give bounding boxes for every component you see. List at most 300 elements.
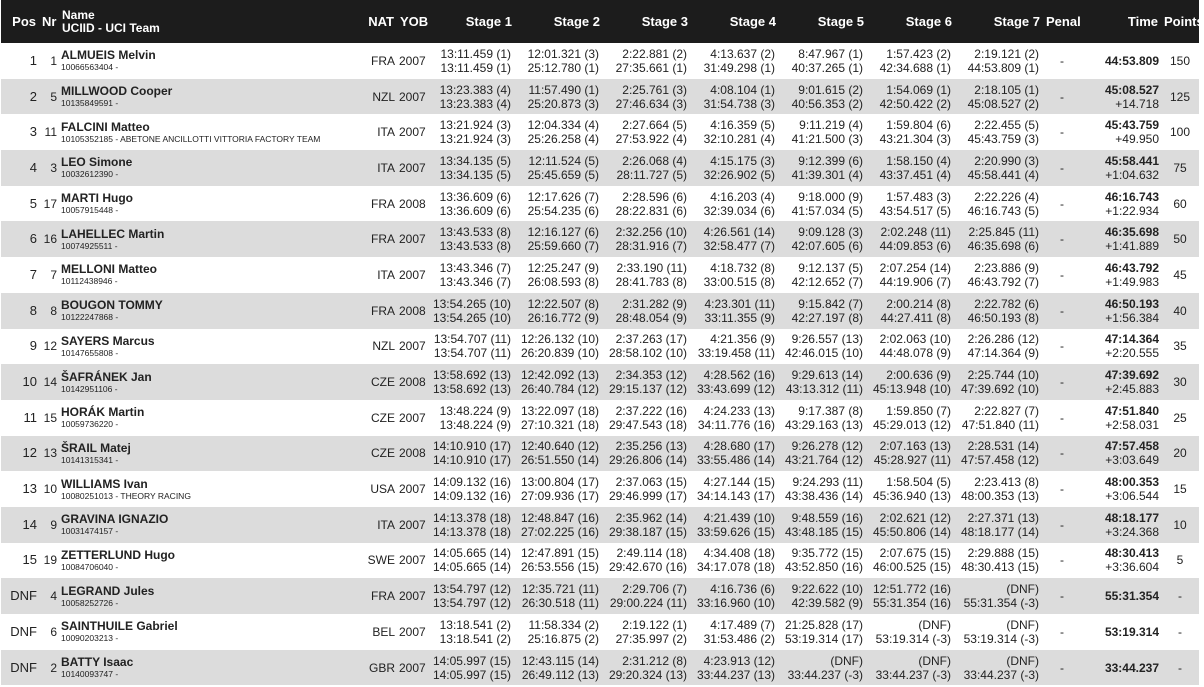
stage-time: 9:48.559 (16)	[791, 510, 863, 525]
stage-7-cell	[955, 293, 1043, 329]
header-yob: YOB	[400, 14, 429, 29]
stage-4-cell	[691, 543, 779, 579]
year-of-birth-cell: 2007	[399, 410, 426, 425]
time-cell	[1081, 329, 1161, 365]
stage-time: 13:21.924 (3)	[439, 118, 511, 133]
position-cell: 4	[29, 159, 37, 175]
table-row	[1, 79, 1199, 115]
stage-1-cell	[427, 436, 515, 472]
stage-time: 4:26.561 (14)	[703, 225, 775, 240]
stage-time: 9:17.387 (8)	[798, 403, 863, 418]
nationality-cell: CZE	[371, 375, 395, 390]
stage-time: 1:58.150 (4)	[886, 153, 951, 168]
bib-number-cell: 10	[43, 482, 57, 497]
stage-cumulative: 28:22.831 (6)	[615, 203, 687, 218]
bib-number-cell: 16	[43, 232, 57, 247]
year-of-birth-cell: 2008	[399, 446, 426, 461]
stage-5-cell	[779, 257, 867, 293]
points-cell: 150	[1169, 53, 1191, 68]
rider-name: LAHELLEC Martin	[61, 226, 165, 241]
stage-6-cell	[867, 364, 955, 400]
rider-name: ŠAFRÁNEK Jan	[61, 369, 152, 384]
total-time: 45:58.441	[1104, 153, 1159, 168]
time-gap: +49.950	[1115, 132, 1159, 147]
stage-cumulative: 34:17.078 (18)	[696, 560, 775, 575]
uci-team: 10084706040 -	[61, 561, 119, 572]
stage-cumulative: 53:19.314 (-3)	[963, 631, 1039, 646]
stage-cumulative: 13:43.346 (7)	[439, 274, 511, 289]
stage-time: 2:22.782 (6)	[974, 296, 1039, 311]
year-of-birth-cell: 2007	[399, 160, 426, 175]
stage-time: 11:57.490 (1)	[528, 82, 599, 97]
results-body	[1, 43, 1199, 685]
rider-cell	[59, 293, 365, 329]
stage-7-cell	[955, 436, 1043, 472]
rider-name: BOUGON TOMMY	[61, 298, 163, 313]
stage-3-cell	[603, 364, 691, 400]
header-stage1: Stage 1	[465, 14, 512, 29]
stage-2-cell	[515, 436, 603, 472]
year-of-birth-cell: 2007	[399, 53, 426, 68]
nationality-cell: USA	[370, 482, 395, 497]
stage-2-cell	[515, 471, 603, 507]
total-time: 53:19.314	[1104, 624, 1159, 639]
stage-time: 2:26.068 (4)	[622, 153, 687, 168]
stage-cumulative: 29:47.543 (18)	[608, 417, 687, 432]
uci-team: 10122247868 -	[61, 312, 119, 323]
position-cell: 10	[22, 374, 37, 390]
time-cell	[1081, 293, 1161, 329]
bib-number-cell: 13	[43, 446, 57, 461]
stage-cumulative: 45:28.927 (11)	[873, 453, 951, 468]
stage-5-cell	[779, 650, 867, 686]
rider-name: SAINTHUILE Gabriel	[61, 619, 178, 634]
stage-time: 12:40.640 (12)	[520, 439, 599, 454]
stage-cumulative: 13:43.533 (8)	[439, 239, 511, 254]
uci-team: 10090203213 -	[61, 633, 119, 644]
stage-cumulative: 13:54.265 (10)	[432, 310, 511, 325]
header-name-label: Name	[62, 7, 95, 22]
time-gap: +3:24.368	[1105, 524, 1159, 539]
stage-cumulative: 27:35.661 (1)	[615, 60, 687, 75]
stage-2-cell	[515, 257, 603, 293]
stage-cumulative: 32:58.477 (7)	[703, 239, 775, 254]
header-points: Points	[1164, 14, 1204, 29]
uci-team: 10032612390 -	[61, 169, 119, 180]
stage-time: 14:09.132 (16)	[432, 475, 511, 490]
stage-cumulative: 27:35.997 (2)	[615, 631, 687, 646]
stage-3-cell	[603, 114, 691, 150]
stage-3-cell	[603, 436, 691, 472]
stage-3-cell	[603, 614, 691, 650]
stage-time: 12:16.127 (6)	[527, 225, 599, 240]
stage-3-cell	[603, 578, 691, 614]
penalty-cell: -	[1060, 446, 1064, 461]
stage-5-cell	[779, 400, 867, 436]
stage-6-cell	[867, 186, 955, 222]
stage-7-cell	[955, 578, 1043, 614]
stage-4-cell	[691, 329, 779, 365]
stage-time: 9:12.399 (6)	[798, 153, 863, 168]
year-of-birth-cell: 2007	[399, 589, 426, 604]
time-cell	[1081, 436, 1161, 472]
total-time: 47:14.364	[1104, 332, 1159, 347]
stage-cumulative: 14:05.997 (15)	[432, 667, 511, 682]
total-time: 48:18.177	[1104, 510, 1159, 525]
stage-7-cell	[955, 186, 1043, 222]
stage-cumulative: 28:41.783 (8)	[615, 274, 687, 289]
table-row	[1, 400, 1199, 436]
stage-time: 1:57.483 (3)	[886, 189, 951, 204]
stage-cumulative: 42:50.422 (2)	[879, 96, 951, 111]
stage-time: 2:22.226 (4)	[974, 189, 1039, 204]
stage-cumulative: 45:50.806 (14)	[872, 524, 951, 539]
uci-team: 10105352185 - ABETONE ANCILLOTTI VITTORIA FACTORY TEAM	[61, 133, 321, 144]
penalty-cell: -	[1060, 624, 1064, 639]
stage-cumulative: 45:58.441 (4)	[967, 167, 1039, 182]
stage-1-cell	[427, 400, 515, 436]
stage-cumulative: 44:09.853 (6)	[879, 239, 951, 254]
stage-time: 1:59.850 (7)	[886, 403, 951, 418]
stage-4-cell	[691, 614, 779, 650]
year-of-birth-cell: 2007	[399, 517, 426, 532]
stage-1-cell	[427, 329, 515, 365]
stage-time: (DNF)	[1006, 653, 1039, 668]
stage-time: 2:23.886 (9)	[974, 260, 1039, 275]
stage-cumulative: 27:46.634 (3)	[615, 96, 687, 111]
bib-number-cell: 11	[44, 125, 57, 140]
time-gap: +2:20.555	[1105, 346, 1159, 361]
stage-time: 13:48.224 (9)	[439, 403, 511, 418]
stage-7-cell	[955, 471, 1043, 507]
penalty-cell: -	[1060, 125, 1064, 140]
bib-number-cell: 19	[43, 553, 57, 568]
stage-6-cell	[867, 578, 955, 614]
header-stage6: Stage 6	[905, 14, 952, 29]
time-cell	[1081, 364, 1161, 400]
year-of-birth-cell: 2007	[399, 89, 426, 104]
penalty-cell: -	[1060, 482, 1064, 497]
stage-time: 2:49.114 (18)	[616, 546, 687, 561]
stage-cumulative: 43:21.304 (3)	[879, 132, 951, 147]
stage-time: 2:18.105 (1)	[974, 82, 1039, 97]
time-gap: +1:41.889	[1105, 239, 1159, 254]
stage-cumulative: 13:11.459 (1)	[440, 60, 511, 75]
stage-4-cell	[691, 471, 779, 507]
stage-time: 12:01.321 (3)	[527, 46, 599, 61]
stage-7-cell	[955, 221, 1043, 257]
stage-time: 1:57.423 (2)	[886, 46, 951, 61]
stage-time: 9:26.278 (12)	[791, 439, 863, 454]
stage-6-cell	[867, 650, 955, 686]
stage-1-cell	[427, 614, 515, 650]
stage-1-cell	[427, 364, 515, 400]
total-time: 48:30.413	[1104, 546, 1159, 561]
position-cell: DNF	[10, 659, 37, 675]
stage-time: 2:28.596 (6)	[622, 189, 687, 204]
year-of-birth-cell: 2007	[399, 267, 426, 282]
stage-2-cell	[515, 186, 603, 222]
stage-5-cell	[779, 614, 867, 650]
nationality-cell: SWE	[367, 553, 395, 568]
header-name	[59, 0, 365, 43]
stage-3-cell	[603, 329, 691, 365]
stage-cumulative: 44:48.078 (9)	[879, 346, 951, 361]
position-cell: DNF	[10, 588, 37, 604]
bib-number-cell: 12	[43, 339, 57, 354]
nationality-cell: CZE	[371, 446, 395, 461]
uci-team: 10080251013 - THEORY RACING	[61, 490, 191, 501]
stage-cumulative: 44:53.809 (1)	[967, 60, 1039, 75]
points-cell: 40	[1173, 303, 1187, 318]
stage-2-cell	[515, 221, 603, 257]
penalty-cell: -	[1060, 303, 1064, 318]
stage-time: (DNF)	[918, 653, 951, 668]
stage-time: 9:24.293 (11)	[792, 475, 863, 490]
stage-6-cell	[867, 79, 955, 115]
nationality-cell: FRA	[371, 53, 395, 68]
stage-2-cell	[515, 507, 603, 543]
stage-5-cell	[779, 43, 867, 79]
stage-cumulative: 13:23.383 (4)	[439, 96, 511, 111]
stage-time: 2:29.888 (15)	[967, 546, 1039, 561]
time-cell	[1081, 507, 1161, 543]
time-cell	[1081, 471, 1161, 507]
stage-time: 11:58.334 (2)	[528, 617, 599, 632]
stage-cumulative: 41:57.034 (5)	[791, 203, 863, 218]
stage-time: 2:20.990 (3)	[974, 153, 1039, 168]
stage-7-cell	[955, 43, 1043, 79]
stage-6-cell	[867, 293, 955, 329]
points-cell: 25	[1173, 410, 1187, 425]
stage-2-cell	[515, 150, 603, 186]
total-time: 48:00.353	[1104, 475, 1159, 490]
stage-time: 9:09.128 (3)	[798, 225, 863, 240]
stage-cumulative: 33:59.626 (15)	[696, 524, 775, 539]
stage-7-cell	[955, 114, 1043, 150]
stage-time: 12:47.891 (15)	[520, 546, 599, 561]
stage-cumulative: 43:21.764 (12)	[784, 453, 863, 468]
penalty-cell: -	[1060, 196, 1064, 211]
rider-name: ZETTERLUND Hugo	[61, 547, 175, 562]
stage-cumulative: 55:31.354 (16)	[872, 596, 951, 611]
stage-6-cell	[867, 614, 955, 650]
stage-cumulative: 26:40.784 (12)	[520, 382, 599, 397]
stage-6-cell	[867, 507, 955, 543]
stage-cumulative: 25:45.659 (5)	[527, 167, 599, 182]
stage-cumulative: 32:26.902 (5)	[703, 167, 775, 182]
year-of-birth-cell: 2007	[399, 660, 426, 675]
stage-cumulative: 40:37.265 (1)	[791, 60, 863, 75]
stage-2-cell	[515, 543, 603, 579]
nationality-cell: FRA	[371, 232, 395, 247]
stage-time: 2:19.122 (1)	[622, 617, 687, 632]
stage-cumulative: 13:54.797 (12)	[432, 596, 511, 611]
time-gap: +2:58.031	[1105, 417, 1159, 432]
stage-cumulative: 26:49.112 (13)	[521, 667, 599, 682]
nationality-cell: NZL	[372, 339, 395, 354]
time-gap: +3:06.544	[1105, 489, 1159, 504]
stage-3-cell	[603, 150, 691, 186]
stage-time: 4:16.359 (5)	[710, 118, 775, 133]
year-of-birth-cell: 2007	[399, 482, 426, 497]
stage-cumulative: 46:16.743 (5)	[967, 203, 1039, 218]
stage-5-cell	[779, 186, 867, 222]
rider-cell	[59, 329, 365, 365]
total-time: 46:43.792	[1104, 260, 1159, 275]
penalty-cell: -	[1060, 589, 1064, 604]
stage-cumulative: 47:57.458 (12)	[960, 453, 1039, 468]
table-row	[1, 543, 1199, 579]
bib-number-cell: 4	[50, 589, 57, 604]
stage-time: 2:26.286 (12)	[967, 332, 1039, 347]
header-stage4: Stage 4	[729, 14, 776, 29]
stage-time: 8:47.967 (1)	[798, 46, 863, 61]
rider-cell	[59, 257, 365, 293]
stage-3-cell	[603, 43, 691, 79]
nationality-cell: BEL	[372, 624, 395, 639]
position-cell: 9	[29, 338, 37, 354]
penalty-cell: -	[1060, 517, 1064, 532]
stage-time: 2:31.282 (9)	[622, 296, 687, 311]
stage-cumulative: 45:29.013 (12)	[872, 417, 951, 432]
stage-4-cell	[691, 257, 779, 293]
stage-4-cell	[691, 293, 779, 329]
nationality-cell: GBR	[368, 660, 395, 675]
position-cell: 12	[22, 445, 37, 461]
stage-7-cell	[955, 614, 1043, 650]
stage-cumulative: 25:26.258 (4)	[527, 132, 599, 147]
stage-cumulative: 29:00.224 (11)	[609, 596, 687, 611]
nationality-cell: CZE	[371, 410, 395, 425]
table-row	[1, 221, 1199, 257]
stage-2-cell	[515, 329, 603, 365]
stage-time: 2:37.222 (16)	[615, 403, 687, 418]
stage-6-cell	[867, 257, 955, 293]
stage-time: 21:25.828 (17)	[784, 617, 863, 632]
bib-number-cell: 8	[50, 303, 57, 318]
stage-cumulative: 46:00.525 (15)	[872, 560, 951, 575]
stage-time: 4:24.233 (13)	[703, 403, 775, 418]
stage-5-cell	[779, 471, 867, 507]
stage-4-cell	[691, 364, 779, 400]
total-time: 55:31.354	[1104, 589, 1159, 604]
bib-number-cell: 14	[43, 375, 57, 390]
stage-cumulative: 25:16.875 (2)	[527, 631, 599, 646]
stage-cumulative: 32:39.034 (6)	[703, 203, 775, 218]
uci-team: 10031474157 -	[61, 526, 119, 537]
rider-name: LEO Simone	[61, 155, 133, 170]
rider-name: BATTY Isaac	[61, 655, 134, 670]
rider-name: MILLWOOD Cooper	[61, 84, 173, 99]
stage-cumulative: 13:34.135 (5)	[439, 167, 511, 182]
table-row	[1, 578, 1199, 614]
stage-time: 12:22.507 (8)	[527, 296, 599, 311]
penalty-cell: -	[1060, 232, 1064, 247]
stage-1-cell	[427, 650, 515, 686]
stage-time: 2:27.664 (5)	[622, 118, 687, 133]
stage-4-cell	[691, 114, 779, 150]
table-row	[1, 650, 1199, 686]
penalty-cell: -	[1060, 267, 1064, 282]
table-row	[1, 257, 1199, 293]
stage-time: 14:05.997 (15)	[432, 653, 511, 668]
stage-cumulative: 13:58.692 (13)	[432, 382, 511, 397]
penalty-cell: -	[1060, 89, 1064, 104]
stage-time: 4:18.732 (8)	[710, 260, 775, 275]
stage-time: 13:54.797 (12)	[432, 582, 511, 597]
nationality-cell: FRA	[371, 589, 395, 604]
rider-cell	[59, 221, 365, 257]
stage-1-cell	[427, 43, 515, 79]
stage-cumulative: 42:27.197 (8)	[791, 310, 863, 325]
time-gap: +1:22.934	[1105, 203, 1159, 218]
time-gap: +14.718	[1115, 96, 1159, 111]
stage-time: 12:17.626 (7)	[527, 189, 599, 204]
stage-cumulative: 26:51.550 (14)	[520, 453, 599, 468]
header-nr: Nr	[42, 14, 57, 29]
stage-time: 2:02.063 (10)	[879, 332, 951, 347]
total-time: 33:44.237	[1104, 660, 1159, 675]
stage-cumulative: 33:44.237 (-3)	[787, 667, 863, 682]
stage-cumulative: 43:48.185 (15)	[784, 524, 863, 539]
stage-cumulative: 48:00.353 (13)	[960, 489, 1039, 504]
penalty-cell: -	[1060, 410, 1064, 425]
uci-team: 10074925511 -	[61, 240, 118, 251]
points-cell: 125	[1169, 89, 1191, 104]
stage-3-cell	[603, 79, 691, 115]
total-time: 45:43.759	[1104, 118, 1159, 133]
stage-time: 13:54.707 (11)	[433, 332, 511, 347]
table-row	[1, 293, 1199, 329]
stage-time: 2:22.827 (7)	[974, 403, 1039, 418]
stage-cumulative: 27:10.321 (18)	[520, 417, 599, 432]
uci-team: 10058252726 -	[61, 597, 119, 608]
stage-cumulative: 33:11.355 (9)	[704, 310, 775, 325]
stage-time: 13:23.383 (4)	[439, 82, 511, 97]
stage-cumulative: 33:44.237 (-3)	[963, 667, 1039, 682]
points-cell: 15	[1173, 482, 1187, 497]
stage-time: 9:12.137 (5)	[798, 260, 863, 275]
time-cell	[1081, 150, 1161, 186]
stage-6-cell	[867, 543, 955, 579]
rider-cell	[59, 364, 365, 400]
total-time: 46:50.193	[1104, 296, 1159, 311]
stage-time: 4:16.203 (4)	[710, 189, 775, 204]
total-time: 45:08.527	[1104, 82, 1159, 97]
stage-4-cell	[691, 400, 779, 436]
stage-5-cell	[779, 221, 867, 257]
stage-cumulative: 13:18.541 (2)	[439, 631, 511, 646]
points-cell: -	[1178, 660, 1182, 675]
stage-time: 2:22.881 (2)	[622, 46, 687, 61]
stage-5-cell	[779, 293, 867, 329]
stage-5-cell	[779, 150, 867, 186]
time-gap: +1:04.632	[1105, 167, 1159, 182]
stage-5-cell	[779, 578, 867, 614]
stage-2-cell	[515, 578, 603, 614]
stage-cumulative: 42:07.605 (6)	[791, 239, 863, 254]
rider-name: MELLONI Matteo	[61, 262, 157, 277]
stage-cumulative: 47:39.692 (10)	[960, 382, 1039, 397]
stage-time: 9:35.772 (15)	[791, 546, 863, 561]
time-gap: +2:45.883	[1105, 382, 1159, 397]
stage-time: 2:29.706 (7)	[622, 582, 687, 597]
stage-4-cell	[691, 221, 779, 257]
stage-time: 2:23.413 (8)	[974, 475, 1039, 490]
rider-cell	[59, 578, 365, 614]
stage-cumulative: 34:11.776 (16)	[697, 417, 775, 432]
